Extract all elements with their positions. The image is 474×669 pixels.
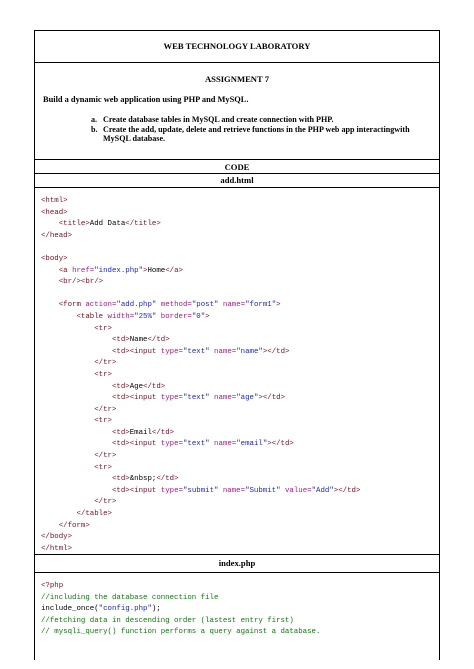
code-token: <html> — [41, 197, 68, 205]
code-token — [41, 406, 94, 414]
code-token: </form> — [58, 521, 90, 530]
code-token — [41, 359, 94, 367]
code-token: "Add" — [311, 486, 334, 495]
code-token: Name — [129, 336, 148, 345]
code-token: "Submit" — [245, 486, 281, 495]
code-token: href= — [72, 266, 95, 275]
code-token: </td> — [151, 428, 175, 437]
lab-title: WEB TECHNOLOGY LABORATORY — [163, 41, 311, 51]
code-token: <td><input — [111, 440, 161, 449]
code-token: action= — [85, 301, 117, 310]
code-token: </a> — [165, 266, 183, 275]
code-line — [41, 627, 320, 639]
code-line — [41, 463, 360, 475]
code-token: ></td> — [262, 347, 290, 356]
code-token: </td> — [147, 336, 170, 345]
code-line — [41, 593, 320, 605]
code-token: <td> — [111, 382, 130, 391]
code-token: "text" — [182, 347, 210, 356]
code-token — [41, 417, 94, 425]
code-line — [41, 254, 360, 266]
code-token: <td> — [111, 336, 130, 345]
code-token: type= — [160, 394, 183, 403]
code-token: //fetching data in descending order (lastest entry first) — [41, 616, 294, 625]
code-token: "add.php" — [116, 301, 157, 310]
code-token: "0" — [191, 312, 206, 321]
code-token — [41, 394, 112, 402]
file-header-divider-2 — [35, 572, 439, 573]
code-token: name= — [209, 440, 237, 449]
code-token — [41, 522, 59, 530]
code-token: border= — [156, 312, 192, 321]
code-token: <tr> — [94, 417, 112, 426]
code-line — [41, 405, 360, 417]
code-token: </title> — [125, 220, 161, 229]
code-token: </tr> — [94, 498, 117, 507]
code-token: "index.php" — [94, 266, 144, 275]
code-token: </td> — [156, 475, 179, 484]
code-token: <table — [76, 312, 108, 321]
code-token: <head> — [41, 208, 68, 217]
code-token — [41, 383, 112, 391]
code-token: name= — [209, 347, 237, 356]
code-line — [41, 521, 360, 533]
item-text: Create the add, update, delete and retrieve functions in the PHP web app interactingwith MySQL database. — [103, 124, 410, 144]
file-divider — [35, 554, 439, 555]
code-token: include_once( — [41, 605, 99, 614]
code-heading: CODE — [224, 162, 250, 172]
code-line — [41, 604, 320, 616]
file-header-divider — [35, 187, 439, 188]
code-token: </table> — [76, 510, 112, 519]
code-token: type= — [160, 440, 183, 449]
code-token: //including the database connection file — [41, 593, 219, 602]
code-token: </head> — [41, 231, 73, 240]
code-line — [41, 266, 360, 278]
code-token: <td> — [111, 475, 130, 484]
code-token — [41, 440, 112, 448]
code-token: <td> — [111, 428, 130, 437]
code-token: </tr> — [94, 452, 117, 461]
code-line — [41, 324, 360, 336]
code-token — [41, 220, 59, 228]
code-token: <td><input — [111, 394, 161, 403]
code-token: type= — [160, 347, 183, 356]
code-token: </html> — [41, 544, 73, 553]
code-token: ></td> — [258, 394, 286, 403]
code-token — [41, 464, 94, 472]
code-heading-divider — [35, 173, 439, 174]
code-token — [41, 429, 112, 437]
file-name-add-html: add.html — [220, 175, 254, 185]
code-token: <tr> — [94, 370, 112, 379]
code-token: type= — [160, 486, 183, 495]
code-token: <a — [58, 266, 73, 275]
code-token: name= — [218, 486, 246, 495]
code-line — [41, 616, 320, 628]
code-line — [41, 451, 360, 463]
code-token: method= — [156, 301, 192, 310]
code-line — [41, 312, 360, 324]
code-token: </body> — [41, 533, 73, 542]
code-token — [41, 301, 59, 309]
code-token: "name" — [236, 347, 263, 356]
code-line — [41, 393, 360, 405]
code-token: "email" — [236, 440, 268, 449]
code-token — [41, 371, 94, 379]
code-token: </tr> — [94, 405, 117, 414]
code-token: > — [276, 301, 281, 310]
file-name-index-php: index.php — [218, 558, 256, 568]
code-line — [41, 358, 360, 370]
code-token — [41, 487, 112, 495]
code-token — [41, 348, 112, 356]
code-token: </td> — [143, 382, 166, 391]
code-token: ></td> — [267, 440, 294, 449]
assignment-task: Build a dynamic web application using PHP and MySQL. — [43, 95, 249, 104]
code-line — [41, 208, 360, 220]
code-token: <body> — [41, 254, 68, 263]
code-token: "post" — [191, 301, 219, 310]
code-token — [41, 267, 59, 275]
code-line — [41, 428, 360, 440]
code-line — [41, 335, 360, 347]
code-line — [41, 486, 360, 498]
code-line — [41, 231, 360, 243]
code-token: // mysqli_query() function performs a query against a database. — [41, 628, 321, 637]
item-text: Create database tables in MySQL and create connection with PHP. — [103, 115, 334, 124]
code-token — [41, 278, 59, 286]
code-line — [41, 416, 360, 428]
code-token: <form — [58, 301, 86, 310]
assignment-heading: ASSIGNMENT 7 — [204, 74, 270, 84]
code-token: name= — [218, 301, 246, 310]
code-token: <td><input — [111, 347, 161, 356]
code-token — [41, 336, 112, 344]
code-token: name= — [209, 394, 237, 403]
item-label: b. — [91, 124, 98, 134]
assignment-item-b — [91, 125, 436, 144]
code-token — [41, 325, 94, 333]
code-token: <br/><br/> — [58, 278, 104, 287]
item-label: a. — [91, 115, 98, 124]
code-line — [41, 347, 360, 359]
code-line — [41, 370, 360, 382]
code-token: value= — [280, 486, 312, 495]
assignment-item-a — [91, 115, 436, 125]
code-line — [41, 497, 360, 509]
code-token: "25%" — [134, 312, 157, 321]
title-divider — [35, 62, 439, 63]
code-token: "form1" — [245, 301, 277, 310]
code-token: "text" — [182, 394, 210, 403]
code-token: <tr> — [94, 324, 112, 333]
code-token — [41, 452, 94, 460]
code-line — [41, 219, 360, 231]
code-token: "submit" — [182, 486, 219, 495]
code-block-add-html — [41, 196, 360, 555]
code-line — [41, 242, 360, 254]
code-token: ); — [151, 605, 161, 614]
code-line — [41, 277, 360, 289]
code-block-index-php — [41, 581, 320, 639]
code-token: <?php — [41, 582, 64, 590]
document-frame — [34, 30, 440, 660]
code-token: Home — [147, 266, 166, 275]
code-line — [41, 289, 360, 301]
code-line — [41, 196, 360, 208]
code-token — [41, 498, 94, 506]
code-token: <td><input — [111, 486, 161, 495]
code-token: <title> — [58, 220, 90, 229]
code-token: </tr> — [94, 359, 117, 368]
code-line — [41, 382, 360, 394]
code-token — [41, 475, 112, 483]
code-token — [41, 313, 76, 321]
code-line — [41, 439, 360, 451]
code-line — [41, 581, 320, 593]
code-line — [41, 474, 360, 486]
assignment-divider — [35, 159, 439, 160]
code-line — [41, 532, 360, 544]
assignment-items — [91, 115, 436, 144]
code-token: Add Data — [89, 220, 126, 229]
code-token — [41, 510, 76, 518]
code-token: ></td> — [333, 486, 361, 495]
code-token: Age — [129, 382, 144, 391]
code-token: > — [143, 266, 148, 275]
code-token: <tr> — [94, 463, 112, 472]
code-token: &nbsp; — [129, 475, 157, 484]
code-line — [41, 300, 360, 312]
code-token: > — [205, 312, 210, 321]
code-token: Email — [129, 428, 152, 437]
code-line — [41, 509, 360, 521]
code-token: "text" — [182, 440, 210, 449]
code-token: width= — [107, 312, 135, 321]
code-token: "config.php" — [98, 605, 152, 614]
code-token: "age" — [236, 394, 259, 403]
